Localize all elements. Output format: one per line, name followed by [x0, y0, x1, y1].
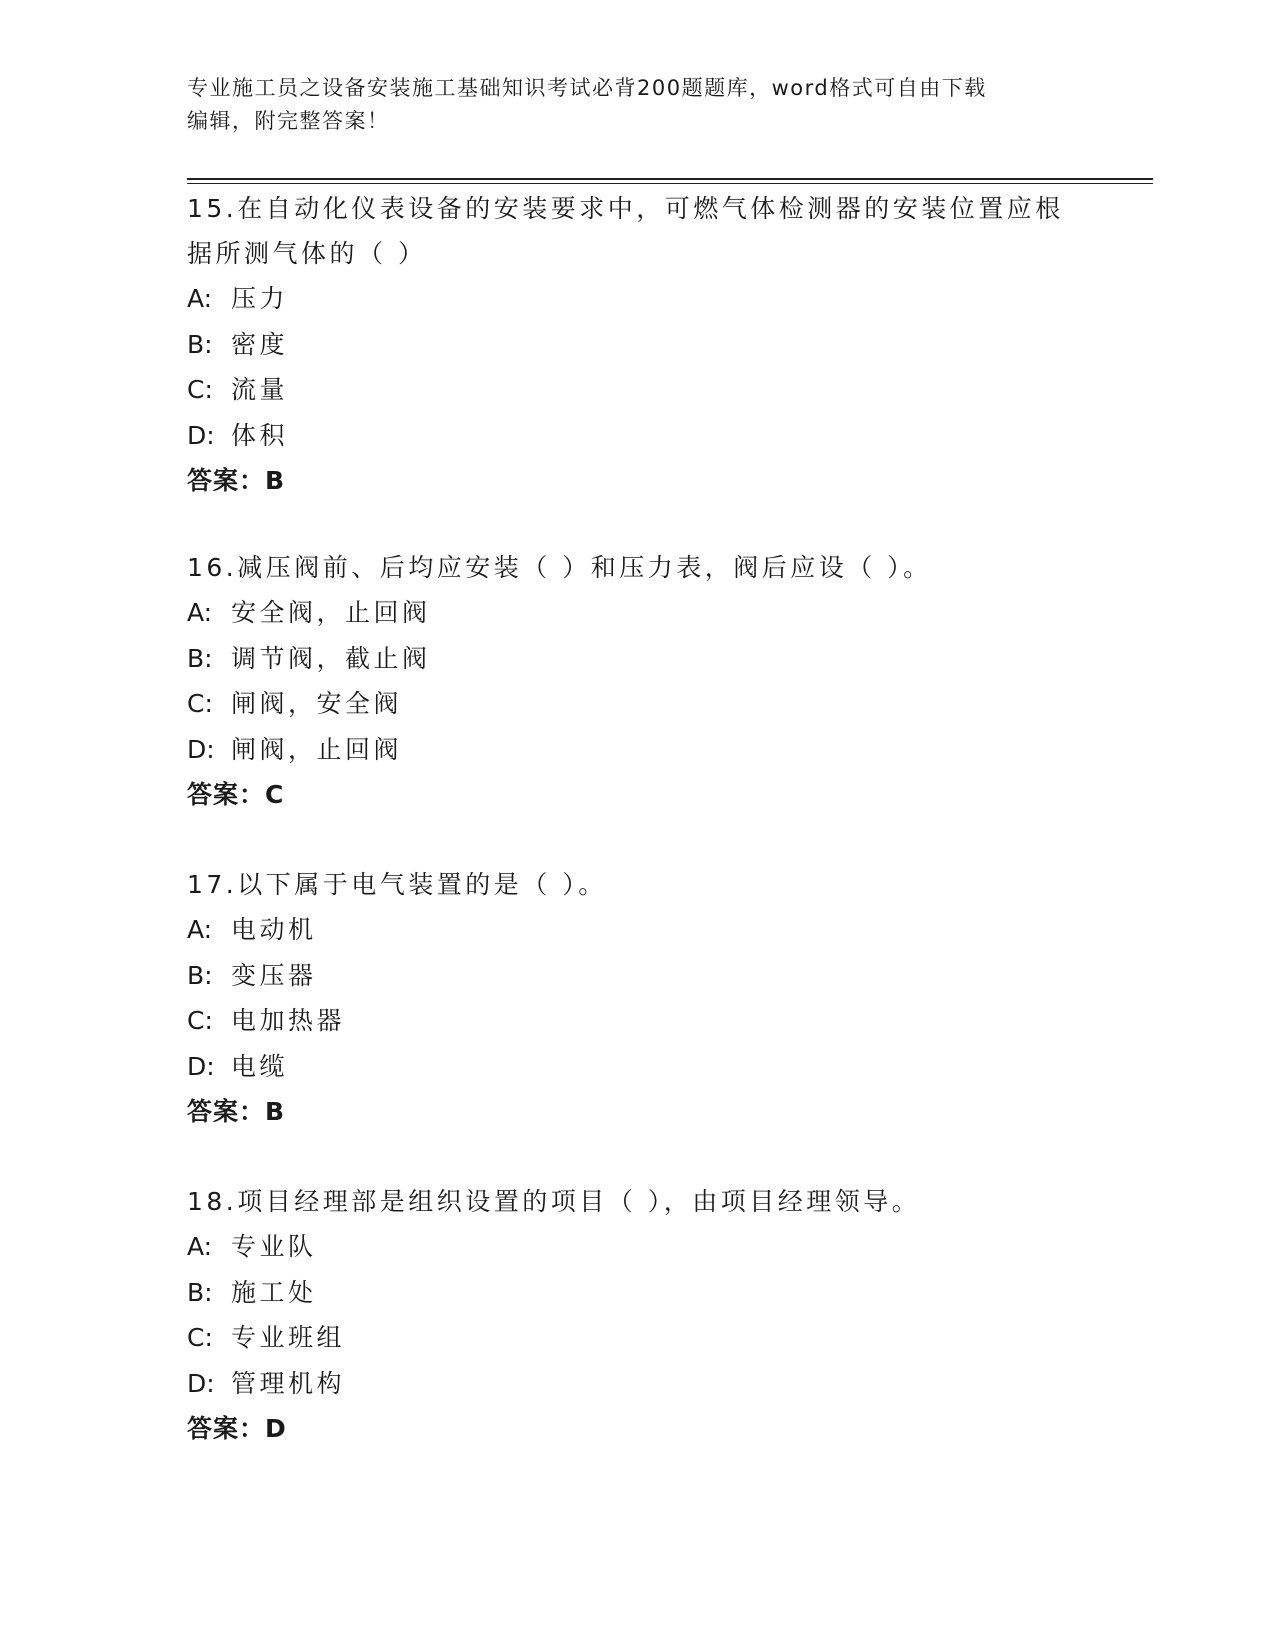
option-text: 闸阀，安全阀 [231, 689, 403, 718]
option-c [187, 681, 1087, 727]
option-letter: C: [187, 375, 213, 404]
option-d [187, 727, 1087, 773]
option-letter: A: [187, 284, 213, 313]
question-stem: 16.减压阀前、后均应安装（ ）和压力表，阀后应设（ ）。 [187, 553, 932, 582]
option-text: 电加热器 [231, 1006, 346, 1035]
question-stem-continued: 据所测气体的（ ） [187, 239, 427, 268]
option-letter: D: [187, 1051, 215, 1081]
option-a [187, 1224, 1087, 1270]
option-text: 调节阀，截止阀 [231, 643, 431, 673]
option-letter: B: [187, 960, 213, 990]
document-header [187, 72, 1087, 138]
option-text: 变压器 [231, 960, 317, 990]
header-divider-thin [187, 183, 1153, 184]
option-letter: B: [187, 329, 213, 359]
option-text: 管理机构 [231, 1368, 346, 1398]
answer-label: 答案：B [187, 466, 286, 495]
option-d [187, 413, 1087, 459]
option-letter: D: [187, 1368, 215, 1398]
option-text: 电缆 [231, 1051, 289, 1081]
option-text: 专业队 [231, 1232, 317, 1261]
question-17 [187, 862, 1087, 1134]
option-text: 安全阀，止回阀 [231, 598, 431, 627]
option-b [187, 1270, 1087, 1316]
option-text: 闸阀，止回阀 [231, 734, 403, 764]
question-16 [187, 545, 1087, 817]
answer-label: 答案：B [187, 1097, 286, 1126]
option-a [187, 276, 1087, 322]
option-letter: A: [187, 1232, 213, 1261]
answer-label: 答案：C [187, 780, 285, 809]
option-letter: C: [187, 1006, 213, 1035]
option-b [187, 322, 1087, 368]
question-stem: 18.项目经理部是组织设置的项目（ ），由项目经理领导。 [187, 1187, 921, 1216]
question-stem: 17.以下属于电气装置的是（ ）。 [187, 870, 607, 899]
option-letter: A: [187, 915, 213, 944]
option-letter: A: [187, 598, 213, 627]
option-text: 体积 [231, 420, 289, 450]
option-letter: D: [187, 420, 215, 450]
option-b [187, 636, 1087, 682]
option-text: 施工处 [231, 1277, 317, 1307]
option-text: 流量 [231, 375, 289, 404]
option-letter: B: [187, 1277, 213, 1307]
option-b [187, 953, 1087, 999]
header-divider-thick [187, 178, 1153, 180]
option-a [187, 907, 1087, 953]
header-title-line2: 编辑，附完整答案！ [187, 109, 390, 133]
option-c [187, 1315, 1087, 1361]
option-letter: C: [187, 689, 213, 718]
option-c [187, 367, 1087, 413]
option-letter: C: [187, 1323, 213, 1352]
option-text: 电动机 [231, 915, 317, 944]
option-text: 密度 [231, 329, 289, 359]
question-stem: 15.在自动化仪表设备的安装要求中，可燃气体检测器的安装位置应根 [187, 194, 1064, 223]
question-15 [187, 186, 1087, 503]
option-text: 压力 [231, 284, 289, 313]
option-letter: D: [187, 734, 215, 764]
option-a [187, 590, 1087, 636]
option-letter: B: [187, 643, 213, 673]
option-text: 专业班组 [231, 1323, 346, 1352]
question-18 [187, 1179, 1087, 1451]
option-c [187, 998, 1087, 1044]
option-d [187, 1044, 1087, 1090]
header-title-line1: 专业施工员之设备安装施工基础知识考试必背200题题库，word格式可自由下载 [187, 76, 987, 100]
answer-label: 答案：D [187, 1414, 287, 1443]
option-d [187, 1361, 1087, 1407]
